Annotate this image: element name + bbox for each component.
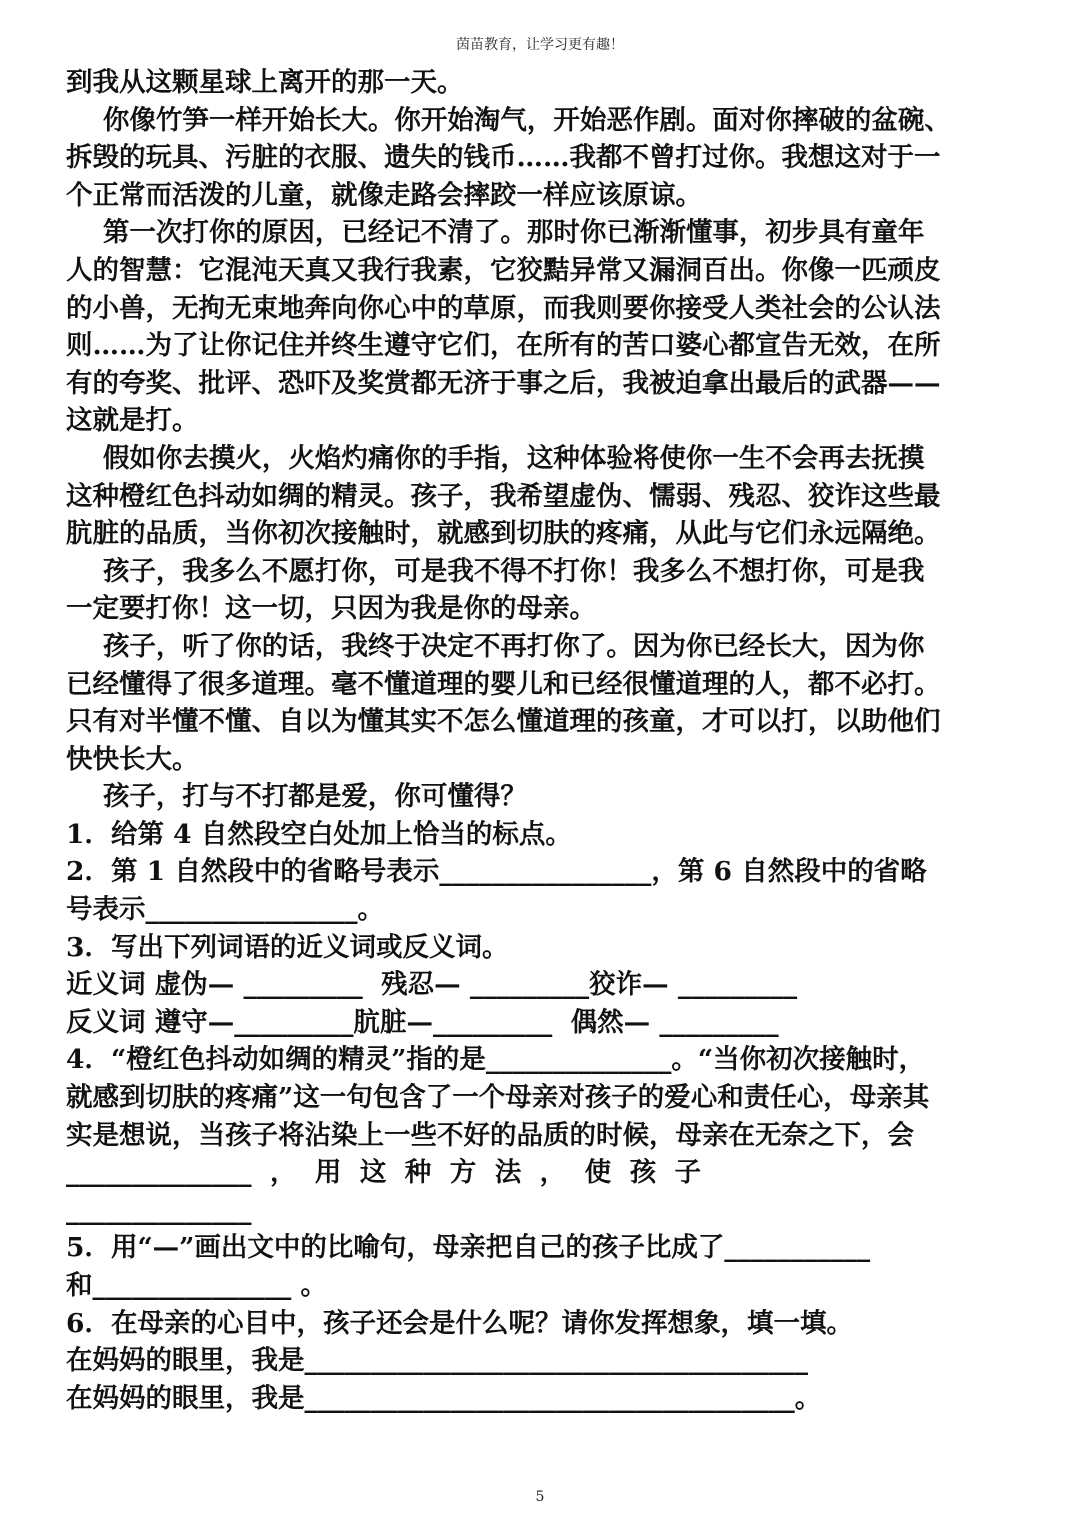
text-line: 的小兽，无拘无束地奔向你心中的草原，而我则要你接受人类社会的公认法 — [66, 292, 941, 324]
text-line: 孩子，打与不打都是爱，你可懂得？ — [66, 781, 527, 813]
text-line: 有的夸奖、批评、恐吓及奖赏都无济于事之后，我被迫拿出最后的武器—— — [66, 367, 941, 399]
question-2: 2．第 1 自然段中的省略号表示________________，第 6 自然段中的省略 — [66, 856, 927, 888]
text-line: 这就是打。 — [66, 405, 199, 437]
document-body — [66, 64, 1018, 1417]
text-line: 你像竹笋一样开始长大。你开始淘气，开始恶作剧。面对你摔破的盆碗、 — [66, 104, 951, 136]
answer-line: 在妈妈的眼里，我是_____________________________________。 — [66, 1382, 822, 1414]
question-3: 3．写出下列词语的近义词或反义词。 — [66, 931, 509, 963]
question-4-cont: 就感到切肤的疼痛”这一句包含了一个母亲对孩子的爱心和责任心，母亲其 — [66, 1082, 930, 1114]
question-6: 6．在母亲的心目中，孩子还会是什么呢？请你发挥想象，填一填。 — [66, 1307, 853, 1339]
text-line: 孩子，我多么不愿打你，可是我不得不打你！我多么不想打你，可是我 — [66, 555, 925, 587]
text-line: 肮脏的品质，当你初次接触时，就感到切肤的疼痛，从此与它们永远隔绝。 — [66, 518, 941, 550]
question-2-cont: 号表示________________。 — [66, 894, 384, 926]
text-line: 个正常而活泼的儿童，就像走路会摔跤一样应该原谅。 — [66, 179, 702, 211]
text-line: 到我从这颗星球上离开的那一天。 — [66, 67, 464, 98]
text-line: 已经懂得了很多道理。毫不懂道理的婴儿和已经很懂道理的人，都不必打。 — [66, 668, 941, 700]
text-line: 孩子，听了你的话，我终于决定不再打你了。因为你已经长大，因为你 — [66, 630, 925, 662]
synonym-line: 近义词 虚伪— _________ 残忍— _________狡诈— _________ — [66, 969, 798, 1001]
page-number: 5 — [535, 1489, 545, 1505]
text-line: 一定要打你！这一切，只因为我是你的母亲。 — [66, 593, 596, 625]
text-line: 只有对半懂不懂、自以为懂其实不怎么懂道理的孩童，才可以打，以助他们 — [66, 706, 941, 738]
question-4-blank: ______________ — [66, 1194, 252, 1226]
question-5-cont: 和_______________ 。 — [66, 1270, 327, 1301]
text-line: 快快长大。 — [66, 743, 199, 775]
text-line: 拆毁的玩具、污脏的衣服、遗失的钱币……我都不曾打过你。我想这对于一 — [66, 142, 941, 174]
text-line: 这种橙红色抖动如绸的精灵。孩子，我希望虚伪、懦弱、残忍、狡诈这些最 — [66, 480, 941, 512]
text-line: 假如你去摸火，火焰灼痛你的手指，这种体验将使你一生不会再去抚摸 — [66, 442, 925, 474]
text-line: 人的智慧：它混沌天真又我行我素，它狡黠异常又漏洞百出。你像一匹顽皮 — [66, 254, 941, 286]
question-4-blanks: ______________ ， 用 这 种 方 法 ， 使 孩 子 — [66, 1157, 702, 1189]
text-line: 则……为了让你记住并终生遵守它们，在所有的苦口婆心都宣告无效，在所 — [66, 330, 941, 362]
answer-line: 在妈妈的眼里，我是______________________________________ — [66, 1345, 808, 1377]
question-4-cont: 实是想说，当孩子将沾染上一些不好的品质的时候，母亲在无奈之下，会 — [66, 1119, 914, 1151]
question-5: 5．用“—”画出文中的比喻句，母亲把自己的孩子比成了___________ — [66, 1232, 871, 1264]
question-4: 4．“橙红色抖动如绸的精灵”指的是______________。“当你初次接触时， — [66, 1044, 926, 1076]
antonym-line: 反义词 遵守—_________肮脏—_________ 偶然— _________ — [66, 1006, 779, 1038]
question-1: 1．给第 4 自然段空白处加上恰当的标点。 — [66, 818, 572, 850]
text-line: 第一次打你的原因，已经记不清了。那时你已渐渐懂事，初步具有童年 — [66, 217, 925, 249]
page-header: 茵苗教育，让学习更有趣！ — [456, 37, 624, 53]
